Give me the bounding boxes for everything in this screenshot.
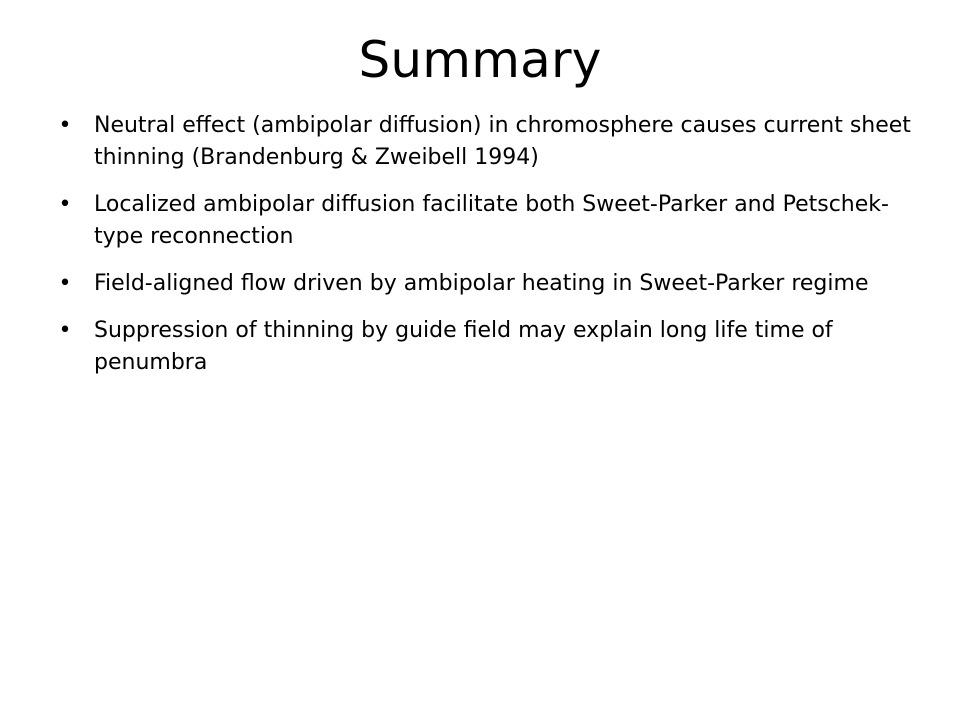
bullet-text: Localized ambipolar diffusion facilitate both Sweet-Parker and Petschek-type reconnection	[94, 192, 889, 249]
bullet-dot-icon: •	[58, 318, 72, 343]
bullet-dot-icon: •	[58, 271, 72, 296]
bullet-dot-icon: •	[58, 113, 72, 138]
bullet-text: Neutral effect (ambipolar diffusion) in chromosphere causes current sheet thinning (Brandenburg & Zweibell 1994)	[94, 113, 911, 170]
bullet-item	[56, 189, 916, 253]
bullet-list	[56, 110, 916, 394]
bullet-dot-icon: •	[58, 192, 72, 217]
bullet-text: Field-aligned flow driven by ambipolar heating in Sweet-Parker regime	[94, 271, 869, 296]
bullet-text: Suppression of thinning by guide field may explain long life time of penumbra	[94, 318, 833, 375]
slide-title: Summary	[358, 31, 602, 89]
bullet-item	[56, 315, 916, 379]
bullet-item	[56, 268, 916, 300]
bullet-item	[56, 110, 916, 174]
